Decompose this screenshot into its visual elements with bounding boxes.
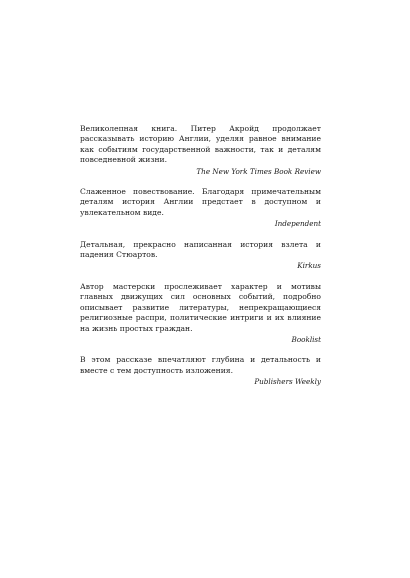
review-quote: Автор мастерски прослеживает характер и мотивы главных движущих сил основных событий, подробно описывает развитие литературы, непрекращающиеся религиозные распри, политические интриги и их влияние на жизнь простых граждан.: [80, 281, 321, 333]
review-item: [80, 282, 321, 345]
review-source: Booklist: [291, 334, 321, 344]
review-item: [80, 187, 321, 230]
review-source: Kirkus: [297, 261, 321, 271]
review-quote: Слаженное повествование. Благодаря примечательным деталям история Англии предстает в доступном и увлекательном виде.: [80, 187, 321, 217]
review-source: Publishers Weekly: [254, 377, 321, 387]
review-quote: Великолепная книга. Питер Акройд продолжает рассказывать историю Англии, уделяя равное внимание как событиям государственной важности, так и деталям повседневной жизни.: [80, 124, 321, 165]
review-list: [80, 124, 321, 398]
review-source: Independent: [274, 219, 321, 229]
review-item: [80, 355, 321, 387]
review-item: [80, 124, 321, 177]
review-quote: Детальная, прекрасно написанная история взлета и падения Стюартов.: [80, 239, 321, 260]
review-source: The New York Times Book Review: [196, 166, 321, 176]
review-item: [80, 240, 321, 272]
review-quote: В этом рассказе впечатляют глубина и детальность и вместе с тем доступность изложения.: [80, 355, 321, 375]
